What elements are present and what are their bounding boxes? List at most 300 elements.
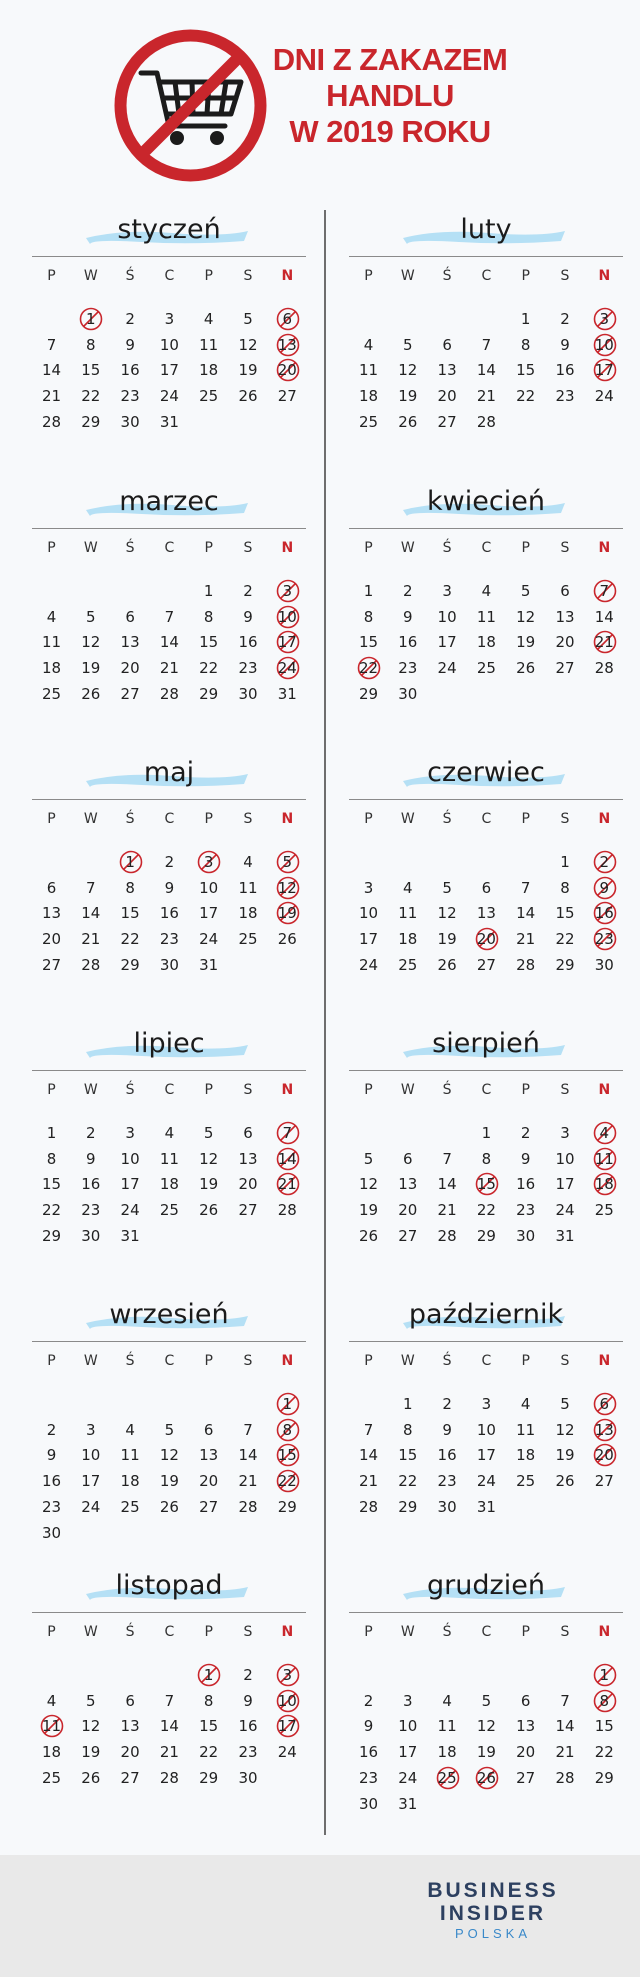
weekday-label: P [364, 540, 373, 556]
calendar-day [546, 580, 585, 602]
calendar-day [428, 902, 467, 924]
day-number: 2 [403, 582, 413, 600]
calendar-day [32, 683, 71, 705]
day-number: 7 [442, 1149, 452, 1168]
day-number: 1 [125, 853, 135, 871]
day-number: 1 [46, 1124, 57, 1142]
calendar-day [467, 1690, 506, 1712]
calendar-day [506, 1767, 545, 1789]
day-number: 20 [594, 1446, 614, 1465]
calendar-day [428, 1173, 467, 1195]
day-number: 2 [243, 1666, 253, 1684]
calendar-day [506, 1225, 545, 1247]
day-number: 18 [594, 1175, 614, 1194]
trade-ban-day [585, 580, 624, 602]
day-number: 24 [398, 1768, 418, 1787]
day-number: 21 [81, 930, 101, 949]
day-number: 3 [86, 1420, 96, 1439]
day-number: 6 [403, 1149, 413, 1168]
calendar-day [229, 928, 268, 950]
day-number: 27 [199, 1497, 219, 1516]
weekday-label: W [400, 268, 415, 284]
day-number: 23 [594, 930, 614, 949]
day-number: 24 [120, 1201, 140, 1220]
day-number: 22 [81, 387, 101, 406]
calendar-day [111, 1470, 150, 1492]
calendar-day [546, 1419, 585, 1441]
day-number: 12 [81, 1717, 101, 1736]
month-name: listopad [115, 1570, 223, 1601]
day-number: 29 [199, 1768, 219, 1787]
calendar-day [546, 954, 585, 976]
day-number: 19 [476, 1743, 496, 1762]
day-number: 7 [164, 607, 175, 626]
day-number: 6 [203, 1420, 214, 1439]
day-number: 27 [41, 955, 62, 974]
calendar-day [32, 1522, 71, 1544]
day-number: 8 [363, 607, 374, 626]
day-number: 4 [520, 1395, 531, 1413]
day-number: 21 [358, 1472, 379, 1491]
day-number: 30 [437, 1497, 457, 1516]
weekday-label: P [521, 1624, 530, 1640]
month-1 [32, 210, 306, 465]
day-number: 10 [277, 607, 297, 626]
weekday-label: C [481, 1082, 492, 1098]
calendar-day [546, 385, 585, 407]
calendar-day [189, 1767, 228, 1789]
day-number: 24 [476, 1472, 496, 1491]
day-number: 25 [516, 1472, 536, 1491]
day-number: 29 [199, 684, 219, 703]
day-number: 18 [358, 387, 379, 406]
calendar-day [71, 334, 110, 356]
day-number: 4 [442, 1691, 452, 1710]
day-number: 24 [277, 659, 297, 678]
day-number: 14 [81, 904, 101, 923]
day-number: 17 [81, 1472, 101, 1491]
calendar-day [349, 631, 388, 653]
day-number: 31 [277, 684, 297, 703]
day-number: 3 [560, 1124, 570, 1142]
calendar-day [349, 1444, 388, 1466]
calendar-day [349, 1199, 388, 1221]
day-number: 22 [277, 1472, 297, 1491]
calendar-day [428, 1715, 467, 1737]
calendar-day [467, 631, 506, 653]
calendar-day [32, 631, 71, 653]
day-number: 27 [398, 1226, 418, 1245]
page-title [270, 42, 510, 150]
weekday-label: W [83, 540, 98, 556]
trade-ban-day [585, 851, 624, 873]
weekday-header [349, 811, 623, 831]
calendar-day [229, 1715, 268, 1737]
day-number: 16 [238, 1717, 258, 1736]
day-number: 21 [277, 1175, 297, 1194]
calendar-day [467, 877, 506, 899]
calendar-day [388, 954, 427, 976]
calendar-day [111, 902, 150, 924]
day-number: 11 [358, 361, 379, 380]
calendar-day [71, 1444, 110, 1466]
weekday-header [32, 268, 306, 288]
weekday-label: P [364, 1353, 373, 1369]
weekday-label: N [598, 268, 611, 284]
calendar-day [349, 606, 388, 628]
day-number: 2 [560, 310, 570, 328]
trade-ban-day [268, 1393, 307, 1415]
calendar-day [428, 1419, 467, 1441]
day-number: 19 [81, 1743, 101, 1762]
weekday-label: N [281, 540, 294, 556]
calendar-day [428, 1470, 467, 1492]
trade-ban-day [268, 1173, 307, 1195]
column-divider [324, 210, 326, 1835]
day-number: 1 [520, 310, 531, 328]
day-number: 10 [199, 878, 219, 897]
day-number: 3 [164, 310, 175, 328]
day-number: 12 [555, 1420, 575, 1439]
weekday-header [349, 268, 623, 288]
calendar-day [71, 1199, 110, 1221]
calendar-day [229, 902, 268, 924]
weekday-label: C [481, 268, 492, 284]
calendar-day [32, 1199, 71, 1221]
weekday-label: W [400, 1624, 415, 1640]
calendar-day [467, 1444, 506, 1466]
day-number: 30 [238, 684, 258, 703]
day-number: 8 [599, 1691, 610, 1710]
calendar-day [32, 1122, 71, 1144]
calendar-day [388, 334, 427, 356]
day-number: 10 [398, 1717, 418, 1736]
day-number: 13 [238, 1149, 258, 1168]
trade-ban-day [268, 1690, 307, 1712]
calendar-day [189, 928, 228, 950]
day-number: 9 [86, 1149, 96, 1168]
calendar-day [506, 1393, 545, 1415]
day-number: 3 [403, 1691, 413, 1710]
day-number: 12 [437, 904, 457, 923]
calendar-day [349, 954, 388, 976]
day-number: 18 [398, 930, 418, 949]
calendar-day [189, 954, 228, 976]
calendar-day [229, 1199, 268, 1221]
month-days [349, 1393, 623, 1553]
calendar-day [189, 1148, 228, 1170]
day-number: 25 [120, 1497, 140, 1516]
day-number: 26 [81, 1768, 101, 1787]
day-number: 9 [164, 878, 175, 897]
day-number: 16 [358, 1743, 379, 1762]
day-number: 8 [282, 1420, 293, 1439]
month-days [32, 851, 306, 1011]
calendar-day [150, 606, 189, 628]
trade-ban-day [585, 1393, 624, 1415]
month-name: październik [408, 1299, 564, 1330]
day-number: 19 [516, 633, 536, 652]
logo-line-2: INSIDER [439, 1902, 547, 1925]
trade-ban-day [268, 1715, 307, 1737]
day-number: 10 [555, 1149, 575, 1168]
day-number: 13 [555, 607, 575, 626]
day-number: 23 [398, 659, 418, 678]
calendar-day [349, 928, 388, 950]
day-number: 2 [363, 1691, 374, 1710]
calendar-day [229, 1470, 268, 1492]
weekday-label: C [481, 1353, 492, 1369]
calendar-day [467, 411, 506, 433]
month-rule [349, 1612, 623, 1613]
calendar-day [71, 1173, 110, 1195]
day-number: 15 [555, 904, 575, 923]
calendar-day [506, 657, 545, 679]
day-number: 29 [398, 1497, 418, 1516]
day-number: 12 [398, 361, 418, 380]
trade-ban-day [467, 1767, 506, 1789]
day-number: 4 [243, 853, 253, 871]
day-number: 2 [599, 853, 610, 871]
day-number: 26 [358, 1226, 379, 1245]
day-number: 29 [358, 684, 379, 703]
weekday-label: S [560, 811, 570, 827]
calendar-day [546, 1122, 585, 1144]
day-number: 15 [358, 633, 379, 652]
day-number: 20 [516, 1743, 536, 1762]
day-number: 5 [442, 878, 452, 897]
day-number: 31 [199, 955, 219, 974]
trade-ban-day [585, 1664, 624, 1686]
calendar-day [111, 1690, 150, 1712]
calendar-day [32, 606, 71, 628]
calendar-day [71, 1496, 110, 1518]
month-9 [32, 1295, 306, 1550]
calendar-day [229, 1122, 268, 1144]
calendar-day [111, 657, 150, 679]
day-number: 26 [238, 387, 258, 406]
calendar-day [189, 606, 228, 628]
day-number: 26 [516, 659, 536, 678]
weekday-label: P [47, 1353, 56, 1369]
day-number: 8 [46, 1149, 57, 1168]
day-number: 28 [555, 1768, 575, 1787]
day-number: 9 [403, 607, 413, 626]
calendar-day [428, 580, 467, 602]
day-number: 15 [199, 1717, 219, 1736]
day-number: 5 [243, 310, 253, 328]
calendar-day [229, 1444, 268, 1466]
calendar-day [111, 1444, 150, 1466]
weekday-label: P [47, 1624, 56, 1640]
day-number: 1 [599, 1666, 610, 1684]
calendar-day [71, 877, 110, 899]
calendar-day [428, 954, 467, 976]
day-number: 29 [476, 1226, 496, 1245]
day-number: 30 [398, 684, 418, 703]
day-number: 1 [403, 1395, 413, 1413]
day-number: 13 [120, 1717, 140, 1736]
day-number: 6 [520, 1691, 531, 1710]
day-number: 1 [282, 1395, 293, 1413]
calendar-day [229, 1173, 268, 1195]
calendar-day [388, 411, 427, 433]
day-number: 23 [238, 1743, 258, 1762]
calendar-day [546, 606, 585, 628]
calendar-day [467, 1199, 506, 1221]
day-number: 10 [476, 1420, 496, 1439]
day-number: 18 [41, 1743, 62, 1762]
trade-ban-day [268, 1470, 307, 1492]
month-name: lipiec [133, 1028, 205, 1059]
month-rule [32, 1070, 306, 1071]
calendar-day [150, 1419, 189, 1441]
day-number: 28 [159, 684, 179, 703]
calendar-day [428, 1690, 467, 1712]
calendar-day [32, 1767, 71, 1789]
calendar-day [268, 1496, 307, 1518]
day-number: 14 [516, 904, 536, 923]
calendar-day [428, 334, 467, 356]
weekday-label: P [364, 268, 373, 284]
day-number: 8 [203, 607, 214, 626]
weekday-label: P [521, 540, 530, 556]
month-days [349, 580, 623, 740]
calendar-day [506, 902, 545, 924]
day-number: 12 [516, 607, 536, 626]
day-number: 27 [238, 1201, 258, 1220]
calendar-day [428, 1148, 467, 1170]
day-number: 25 [398, 955, 418, 974]
day-number: 15 [594, 1717, 614, 1736]
calendar-day [388, 1173, 427, 1195]
day-number: 11 [41, 633, 62, 652]
day-number: 20 [199, 1472, 219, 1491]
calendar-day [546, 1173, 585, 1195]
day-number: 7 [481, 335, 492, 354]
calendar-day [467, 1225, 506, 1247]
day-number: 16 [159, 904, 179, 923]
weekday-label: Ś [442, 1624, 452, 1640]
calendar-day [467, 385, 506, 407]
day-number: 29 [120, 955, 140, 974]
calendar-day [150, 928, 189, 950]
day-number: 3 [481, 1395, 492, 1413]
day-number: 8 [403, 1420, 413, 1439]
calendar-day [428, 631, 467, 653]
calendar-day [111, 1496, 150, 1518]
calendar-day [506, 954, 545, 976]
calendar-day [349, 1496, 388, 1518]
calendar-day [585, 1741, 624, 1763]
calendar-day [111, 1741, 150, 1763]
calendar-day [150, 954, 189, 976]
calendar-day [467, 657, 506, 679]
calendar-day [229, 334, 268, 356]
day-number: 4 [46, 607, 57, 626]
calendar-day [189, 1173, 228, 1195]
calendar-day [349, 683, 388, 705]
day-number: 9 [243, 607, 253, 626]
day-number: 14 [238, 1446, 258, 1465]
day-number: 14 [594, 607, 614, 626]
day-number: 20 [120, 1743, 140, 1762]
trade-ban-day [268, 606, 307, 628]
day-number: 12 [476, 1717, 496, 1736]
trade-ban-day [467, 1173, 506, 1195]
day-number: 11 [159, 1149, 179, 1168]
month-12 [349, 1566, 623, 1821]
calendar-day [229, 1664, 268, 1686]
day-number: 11 [199, 335, 219, 354]
day-number: 11 [398, 904, 418, 923]
trade-ban-day [585, 1173, 624, 1195]
day-number: 10 [159, 335, 179, 354]
calendar-day [467, 1393, 506, 1415]
day-number: 28 [594, 659, 614, 678]
calendar-day [506, 385, 545, 407]
calendar-day [506, 606, 545, 628]
weekday-label: Ś [442, 1353, 452, 1369]
weekday-label: Ś [125, 1624, 135, 1640]
calendar-day [585, 606, 624, 628]
trade-ban-day [585, 308, 624, 330]
calendar-day [229, 683, 268, 705]
month-name: styczeń [117, 214, 221, 245]
day-number: 2 [442, 1395, 452, 1413]
weekday-label: Ś [442, 540, 452, 556]
calendar-day [32, 334, 71, 356]
calendar-day [150, 657, 189, 679]
calendar-day [32, 359, 71, 381]
day-number: 2 [46, 1420, 57, 1439]
calendar-day [349, 1715, 388, 1737]
weekday-label: C [164, 540, 175, 556]
calendar-day [111, 954, 150, 976]
day-number: 5 [282, 853, 293, 871]
calendar-day [229, 580, 268, 602]
day-number: 23 [437, 1472, 457, 1491]
weekday-label: P [47, 811, 56, 827]
calendar-day [150, 683, 189, 705]
calendar-day [229, 851, 268, 873]
day-number: 23 [555, 387, 575, 406]
calendar-day [32, 1173, 71, 1195]
day-number: 24 [437, 659, 457, 678]
day-number: 4 [46, 1691, 57, 1710]
day-number: 14 [358, 1446, 379, 1465]
calendar-day [388, 1419, 427, 1441]
calendar-day [349, 1225, 388, 1247]
calendar-day [111, 1715, 150, 1737]
calendar-day [388, 359, 427, 381]
day-number: 7 [86, 878, 96, 897]
calendar-day [388, 580, 427, 602]
calendar-day [506, 1199, 545, 1221]
calendar-day [189, 359, 228, 381]
day-number: 30 [159, 955, 179, 974]
month-rule [32, 1612, 306, 1613]
calendar-day [349, 1793, 388, 1815]
month-days [32, 1393, 306, 1553]
calendar-day [32, 877, 71, 899]
day-number: 20 [120, 659, 140, 678]
day-number: 1 [363, 582, 374, 600]
trade-ban-day [585, 1122, 624, 1144]
month-rule [349, 528, 623, 529]
calendar-day [229, 1767, 268, 1789]
weekday-label: S [243, 1353, 253, 1369]
